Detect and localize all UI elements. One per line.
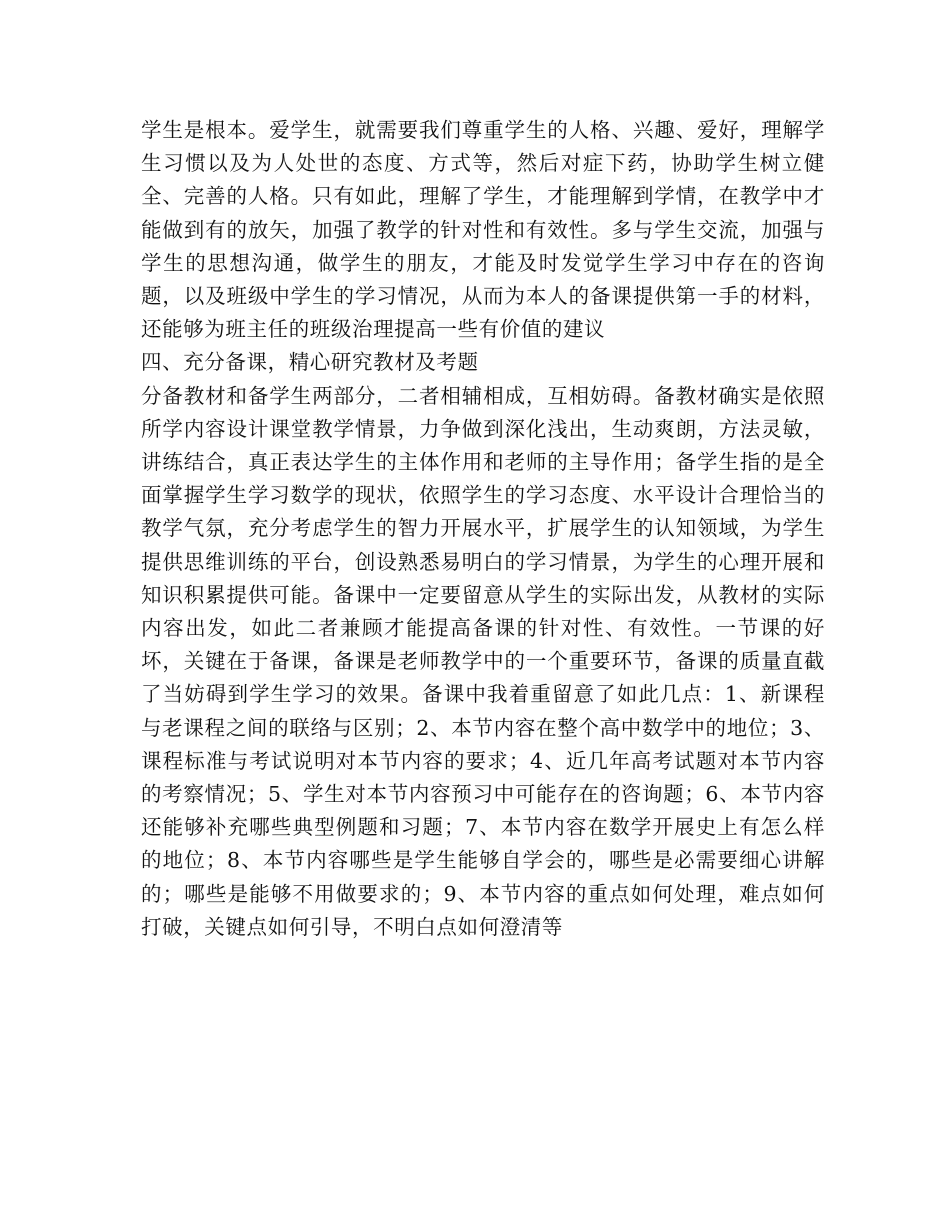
section-heading: 四、充分备课，精心研究教材及考题 [141, 350, 479, 375]
paragraph-lesson-prep: 分备教材和备学生两部分，二者相辅相成，互相妨碍。备教材确实是依照所学内容设计课堂教学情景，力争做到深化浅出，生动爽朗，方法灵敏，讲练结合，真正表达学生的主体作用和老师的主导作用；备学生指的是全面掌握学生学习数学的现状，依照学生的学习态度、水平设计合理恰当的教学气氛，充分考虑学生的智力开展水平，扩展学生的认知领域，为学生提供思维训练的平台，创设熟悉易明白的学习情景，为学生的心理开展和知识积累提供可能。备课中一定要留意从学生的实际出发，从教材的实际内容出发，如此二者兼顾才能提高备课的针对性、有效性。一节课的好坏，关键在于备课，备课是老师教学中的一个重要环节，备课的质量直截了当妨碍到学生学习的效果。备课中我着重留意了如此几点：1、新课程与老课程之间的联络与区别；2、本节内容在整个高中数学中的地位；3、课程标准与考试说明对本节内容的要求；4、近几年高考试题对本节内容的考察情况；5、学生对本节内容预习中可能存在的咨询题；6、本节内容还能够补充哪些典型例题和习题；7、本节内容在数学开展史上有怎么样的地位；8、本节内容哪些是学生能够自学会的，哪些是必需要细心讲解的；哪些是能够不用做要求的；9、本节内容的重点如何处理，难点如何打破，关键点如何引导，不明白点如何澄清等 [141, 383, 825, 939]
document-body [141, 114, 825, 944]
paragraph-students: 学生是根本。爱学生，就需要我们尊重学生的人格、兴趣、爱好，理解学生习惯以及为人处世的态度、方式等，然后对症下药，协助学生树立健全、完善的人格。只有如此，理解了学生，才能理解到学情，在教学中才能做到有的放矢，加强了教学的针对性和有效性。多与学生交流，加强与学生的思想沟通，做学生的朋友，才能及时发觉学生学习中存在的咨询题，以及班级中学生的学习情况，从而为本人的备课提供第一手的材料，还能够为班主任的班级治理提高一些有价值的建议 [141, 118, 825, 342]
